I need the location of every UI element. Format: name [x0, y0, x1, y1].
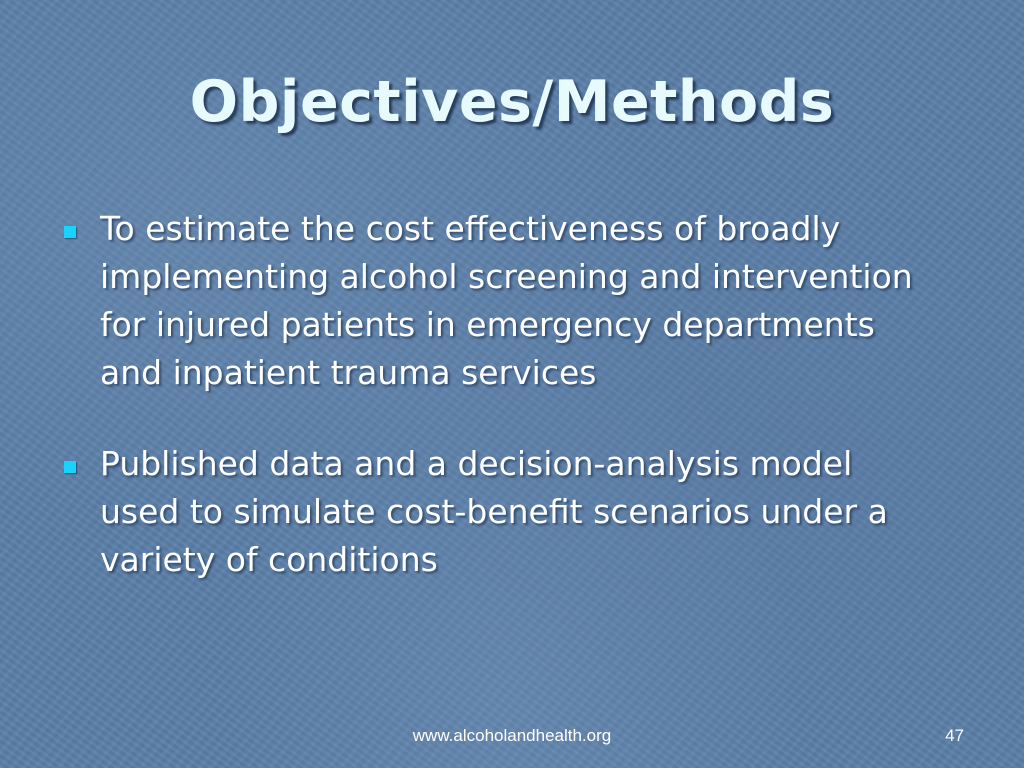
footer-url: www.alcoholandhealth.org — [412, 726, 612, 745]
bullet-line: and inpatient trauma services — [100, 353, 597, 392]
bullet-item — [62, 440, 962, 584]
bullet-line: variety of conditions — [100, 540, 438, 579]
square-bullet-icon — [64, 226, 76, 238]
bullet-list — [62, 205, 962, 584]
bullet-line: implementing alcohol screening and intervention — [100, 257, 913, 296]
bullet-line: Published data and a decision-analysis model — [100, 444, 853, 483]
page-number: 47 — [945, 726, 964, 745]
bullet-line: used to simulate cost-benefit scenarios under a — [100, 492, 888, 531]
square-bullet-icon — [64, 461, 76, 473]
bullet-item — [62, 205, 962, 397]
bullet-line: for injured patients in emergency departments — [100, 305, 875, 344]
slide-title: Objectives/Methods — [189, 69, 835, 135]
bullet-line: To estimate the cost effectiveness of broadly — [100, 209, 841, 248]
